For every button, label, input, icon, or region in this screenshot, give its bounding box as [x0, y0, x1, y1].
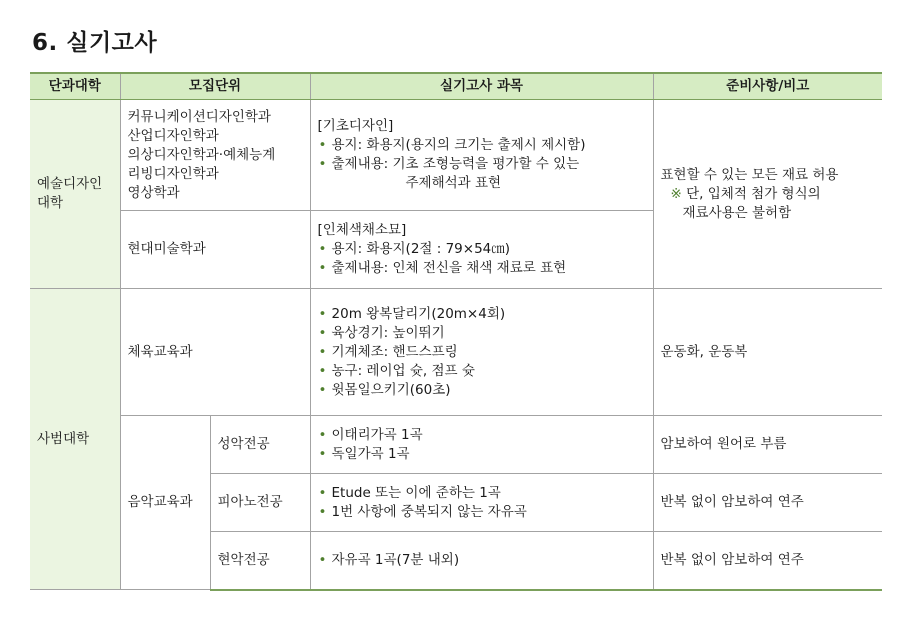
list-item: • 윗몸일으키기(60초) [318, 381, 646, 400]
exam-subject-cell [310, 474, 653, 532]
reference-mark-icon: ※ [670, 185, 682, 202]
table-row [30, 100, 882, 211]
header-recruit-unit: 모집단위 [120, 73, 310, 100]
header-exam-subject: 실기고사 과목 [310, 73, 653, 100]
unit-line: 커뮤니케이션디자인학과 [127, 108, 271, 125]
header-preparation-notes: 준비사항/비고 [653, 73, 882, 100]
table-header-row [30, 73, 882, 100]
list-item: • 출제내용: 인체 전신을 채색 재료로 표현 [318, 259, 646, 278]
subject-list [318, 136, 646, 193]
list-item: • 자유곡 1곡(7분 내외) [318, 551, 646, 570]
table-row [30, 416, 882, 474]
list-item: • 1번 사항에 중복되지 않는 자유곡 [318, 503, 646, 522]
recruit-unit-cell: 음악교육과 [120, 416, 210, 590]
major-cell: 성악전공 [210, 416, 310, 474]
unit-line: 산업디자인학과 [127, 127, 219, 144]
unit-line: 의상디자인학과·예체능계 [127, 146, 276, 163]
college-cell: 사범대학 [30, 289, 120, 590]
note-main: 표현할 수 있는 모든 재료 허용 [660, 166, 839, 183]
exam-subject-cell [310, 289, 653, 416]
list-item-continuation: 주제해석과 표현 [405, 175, 502, 191]
list-item-text: 출제내용: 기초 조형능력을 평가할 수 있는 [331, 156, 580, 172]
preparation-note-cell: 암보하여 원어로 부름 [653, 416, 882, 474]
subject-list [318, 551, 646, 570]
list-item: • 이태리가곡 1곡 [318, 426, 646, 445]
list-item: • 육상경기: 높이뛰기 [318, 324, 646, 343]
exam-subject-cell [310, 100, 653, 211]
list-item: • 독일가곡 1곡 [318, 445, 646, 464]
subject-heading: [기초디자인] [317, 118, 394, 134]
major-cell: 현악전공 [210, 532, 310, 590]
section-title: 6. 실기고사 [32, 30, 158, 56]
list-item: • Etude 또는 이에 준하는 1곡 [318, 484, 646, 503]
preparation-note-cell: 반복 없이 암보하여 연주 [653, 474, 882, 532]
list-item [318, 155, 646, 193]
list-item: • 기계체조: 핸드스프링 [318, 343, 646, 362]
preparation-note-cell: 반복 없이 암보하여 연주 [653, 532, 882, 590]
note-caution-continuation: 재료사용은 불허함 [682, 204, 792, 221]
preparation-note-cell: 운동화, 운동복 [653, 289, 882, 416]
subject-list [318, 240, 646, 278]
exam-subject-cell [310, 211, 653, 289]
recruit-unit-cell: 현대미술학과 [120, 211, 310, 289]
unit-line: 영상학과 [127, 184, 180, 201]
major-cell: 피아노전공 [210, 474, 310, 532]
recruit-unit-cell: 체육교육과 [120, 289, 310, 416]
note-caution [661, 185, 876, 204]
unit-line: 리빙디자인학과 [127, 165, 219, 182]
subject-list [318, 305, 646, 400]
list-item: • 용지: 화용지(용지의 크기는 출제시 제시함) [318, 136, 646, 155]
exam-subject-cell [310, 532, 653, 590]
exam-subject-cell [310, 416, 653, 474]
list-item: • 용지: 화용지(2절 : 79×54㎝) [318, 240, 646, 259]
practical-exam-table [30, 72, 882, 591]
header-college: 단과대학 [30, 73, 120, 100]
preparation-note-cell [653, 100, 882, 289]
subject-list [318, 426, 646, 464]
list-item: • 20m 왕복달리기(20m×4회) [318, 305, 646, 324]
note-caution-text: 단, 입체적 첨가 형식의 [686, 185, 821, 202]
list-item: • 농구: 레이업 슛, 점프 슛 [318, 362, 646, 381]
subject-list [318, 484, 646, 522]
subject-heading: [인체색채소묘] [317, 222, 407, 238]
recruit-unit-cell [120, 100, 310, 211]
college-cell: 예술디자인대학 [30, 100, 120, 289]
table-row [30, 289, 882, 416]
